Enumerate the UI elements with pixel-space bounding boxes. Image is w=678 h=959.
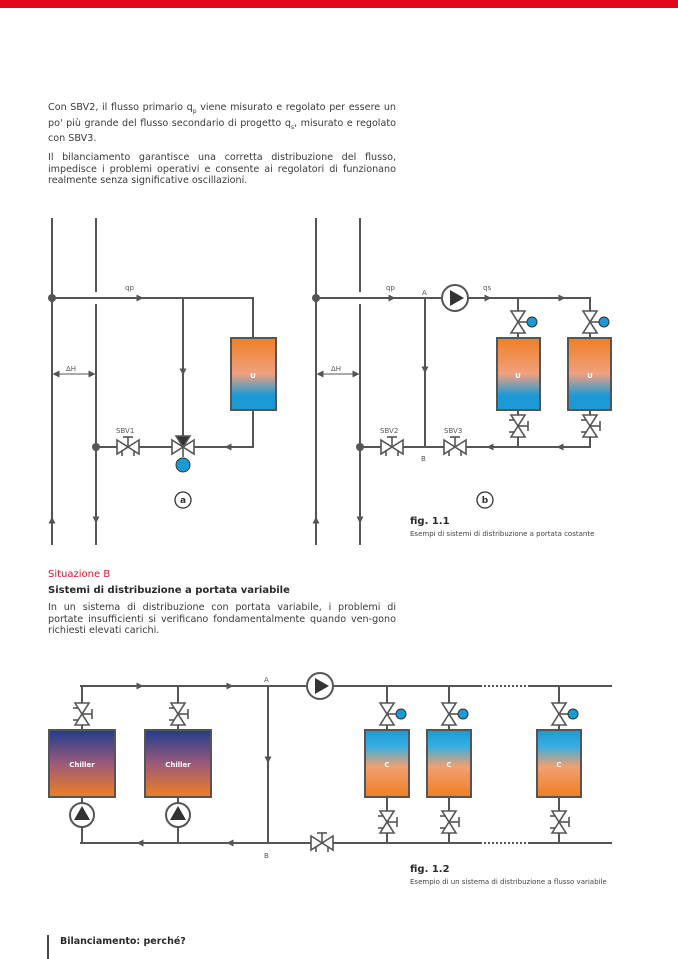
flow-arrow-icon bbox=[227, 840, 234, 847]
delta-h-label: ΔH bbox=[66, 365, 77, 373]
flow-label-qs: qs bbox=[483, 284, 492, 292]
delta-h-label: ΔH bbox=[331, 365, 342, 373]
junction-dot bbox=[312, 294, 320, 302]
valve-body bbox=[583, 311, 597, 322]
footer-title: Bilanciamento: perché? bbox=[60, 936, 186, 947]
section-text: In un sistema di distribuzione con portata variabile, i problemi di portate insufficienti si verificano fondamentalmente quando ven-gono richiesti elevati carichi. bbox=[48, 602, 396, 637]
node-b-label: B bbox=[264, 852, 269, 860]
section-subtitle: Situazione B bbox=[48, 569, 111, 580]
chiller-label: Chiller bbox=[69, 761, 95, 769]
flow-arrow-icon bbox=[317, 371, 324, 378]
pump-icon bbox=[166, 803, 190, 827]
node-a-label: A bbox=[422, 289, 427, 297]
actuator-icon bbox=[568, 709, 578, 719]
pump-icon bbox=[307, 673, 333, 699]
valve-body bbox=[380, 703, 394, 714]
balancing-valve-icon bbox=[444, 437, 466, 456]
three-way-valve-icon bbox=[172, 436, 194, 472]
valve-body bbox=[552, 714, 566, 725]
pipe bbox=[194, 410, 253, 447]
flow-arrow-icon bbox=[357, 517, 364, 524]
paragraph-sbv2: Con SBV2, il flusso primario $q_p$ viene misurato e regolato per essere un po' più grande del flusso secondario di progetto $q_s$, misurato e regolato con SBV3. bbox=[48, 102, 397, 144]
flow-arrow-icon bbox=[557, 444, 564, 451]
balancing-valve-icon bbox=[581, 415, 600, 437]
flow-arrow-icon bbox=[137, 840, 144, 847]
balancing-valve-icon bbox=[509, 415, 528, 437]
diagram-b-label: b bbox=[481, 496, 489, 506]
valve-body bbox=[583, 322, 597, 333]
figure-1-1-caption: Esempi di sistemi di distribuzione a portata costante bbox=[410, 530, 595, 538]
valve-body bbox=[552, 703, 566, 714]
balancing-valve-icon bbox=[378, 811, 397, 833]
junction-dot bbox=[48, 294, 56, 302]
valve-body bbox=[380, 714, 394, 725]
node-a-label: A bbox=[264, 676, 269, 684]
balancing-valve-icon bbox=[440, 811, 459, 833]
actuator-icon bbox=[599, 317, 609, 327]
actuator-icon bbox=[527, 317, 537, 327]
pipe bbox=[52, 298, 253, 338]
flow-arrow-icon bbox=[353, 371, 360, 378]
flow-arrow-icon bbox=[487, 444, 494, 451]
flow-arrow-icon bbox=[137, 683, 144, 690]
chiller-label: Chiller bbox=[165, 761, 191, 769]
actuator-icon bbox=[458, 709, 468, 719]
unit-c-label: C bbox=[446, 761, 452, 769]
flow-arrow-icon bbox=[137, 295, 144, 302]
valve-body bbox=[442, 703, 456, 714]
flow-arrow-icon bbox=[49, 517, 56, 524]
unit-c-label: C bbox=[384, 761, 390, 769]
junction-dot bbox=[92, 443, 100, 451]
figure-1-2-title: fig. 1.2 bbox=[410, 864, 450, 875]
control-valve-icon bbox=[552, 703, 578, 725]
flow-arrow-icon bbox=[389, 295, 396, 302]
balancing-valve-icon bbox=[73, 703, 92, 725]
flow-label-qp: qp bbox=[125, 284, 134, 292]
unit-c-label: C bbox=[556, 761, 562, 769]
junction-dot bbox=[356, 443, 364, 451]
unit-label: U bbox=[515, 372, 521, 380]
valve-body bbox=[442, 714, 456, 725]
flow-arrow-icon bbox=[559, 295, 566, 302]
unit-label: U bbox=[587, 372, 593, 380]
sbv1-label: SBV1 bbox=[116, 427, 135, 435]
flow-arrow-icon bbox=[265, 757, 272, 764]
flow-arrow-icon bbox=[422, 367, 429, 374]
valve-body bbox=[511, 322, 525, 333]
balancing-valve-icon bbox=[169, 703, 188, 725]
balancing-valve-icon bbox=[381, 437, 403, 456]
footer-bar bbox=[47, 935, 49, 959]
balancing-valve-icon bbox=[550, 811, 569, 833]
paragraph-bilanciamento: Il bilanciamento garantisce una corretta distribuzione del flusso, impedisce i problemi operativi e consente ai regolatori di funzionano realmente senza significative oscillazioni. bbox=[48, 152, 396, 187]
figure-1-1-title: fig. 1.1 bbox=[410, 516, 450, 527]
control-valve-icon bbox=[442, 703, 468, 725]
flow-arrow-icon bbox=[225, 444, 232, 451]
flow-label-qp: qp bbox=[386, 284, 395, 292]
pump-icon bbox=[70, 803, 94, 827]
actuator-icon bbox=[176, 458, 190, 472]
sbv3-label: SBV3 bbox=[444, 427, 463, 435]
unit-label: U bbox=[250, 372, 256, 380]
node-b-label: B bbox=[421, 455, 426, 463]
actuator-icon bbox=[396, 709, 406, 719]
sbv2-label: SBV2 bbox=[380, 427, 399, 435]
figure-1-2-caption: Esempio di un sistema di distribuzione a flusso variabile bbox=[410, 878, 607, 886]
valve-body bbox=[511, 311, 525, 322]
flow-arrow-icon bbox=[89, 371, 96, 378]
flow-arrow-icon bbox=[180, 369, 187, 376]
section-title: Sistemi di distribuzione a portata variabile bbox=[48, 585, 290, 596]
flow-arrow-icon bbox=[485, 295, 492, 302]
balancing-valve-icon bbox=[117, 437, 139, 456]
control-valve-icon bbox=[583, 311, 609, 333]
diagram-a-label: a bbox=[179, 496, 187, 506]
control-valve-icon bbox=[380, 703, 406, 725]
flow-arrow-icon bbox=[93, 517, 100, 524]
flow-arrow-icon bbox=[53, 371, 60, 378]
control-valve-icon bbox=[511, 311, 537, 333]
flow-arrow-icon bbox=[313, 517, 320, 524]
pump-icon bbox=[442, 285, 468, 311]
balancing-valve-icon bbox=[311, 833, 333, 852]
flow-arrow-icon bbox=[227, 683, 234, 690]
